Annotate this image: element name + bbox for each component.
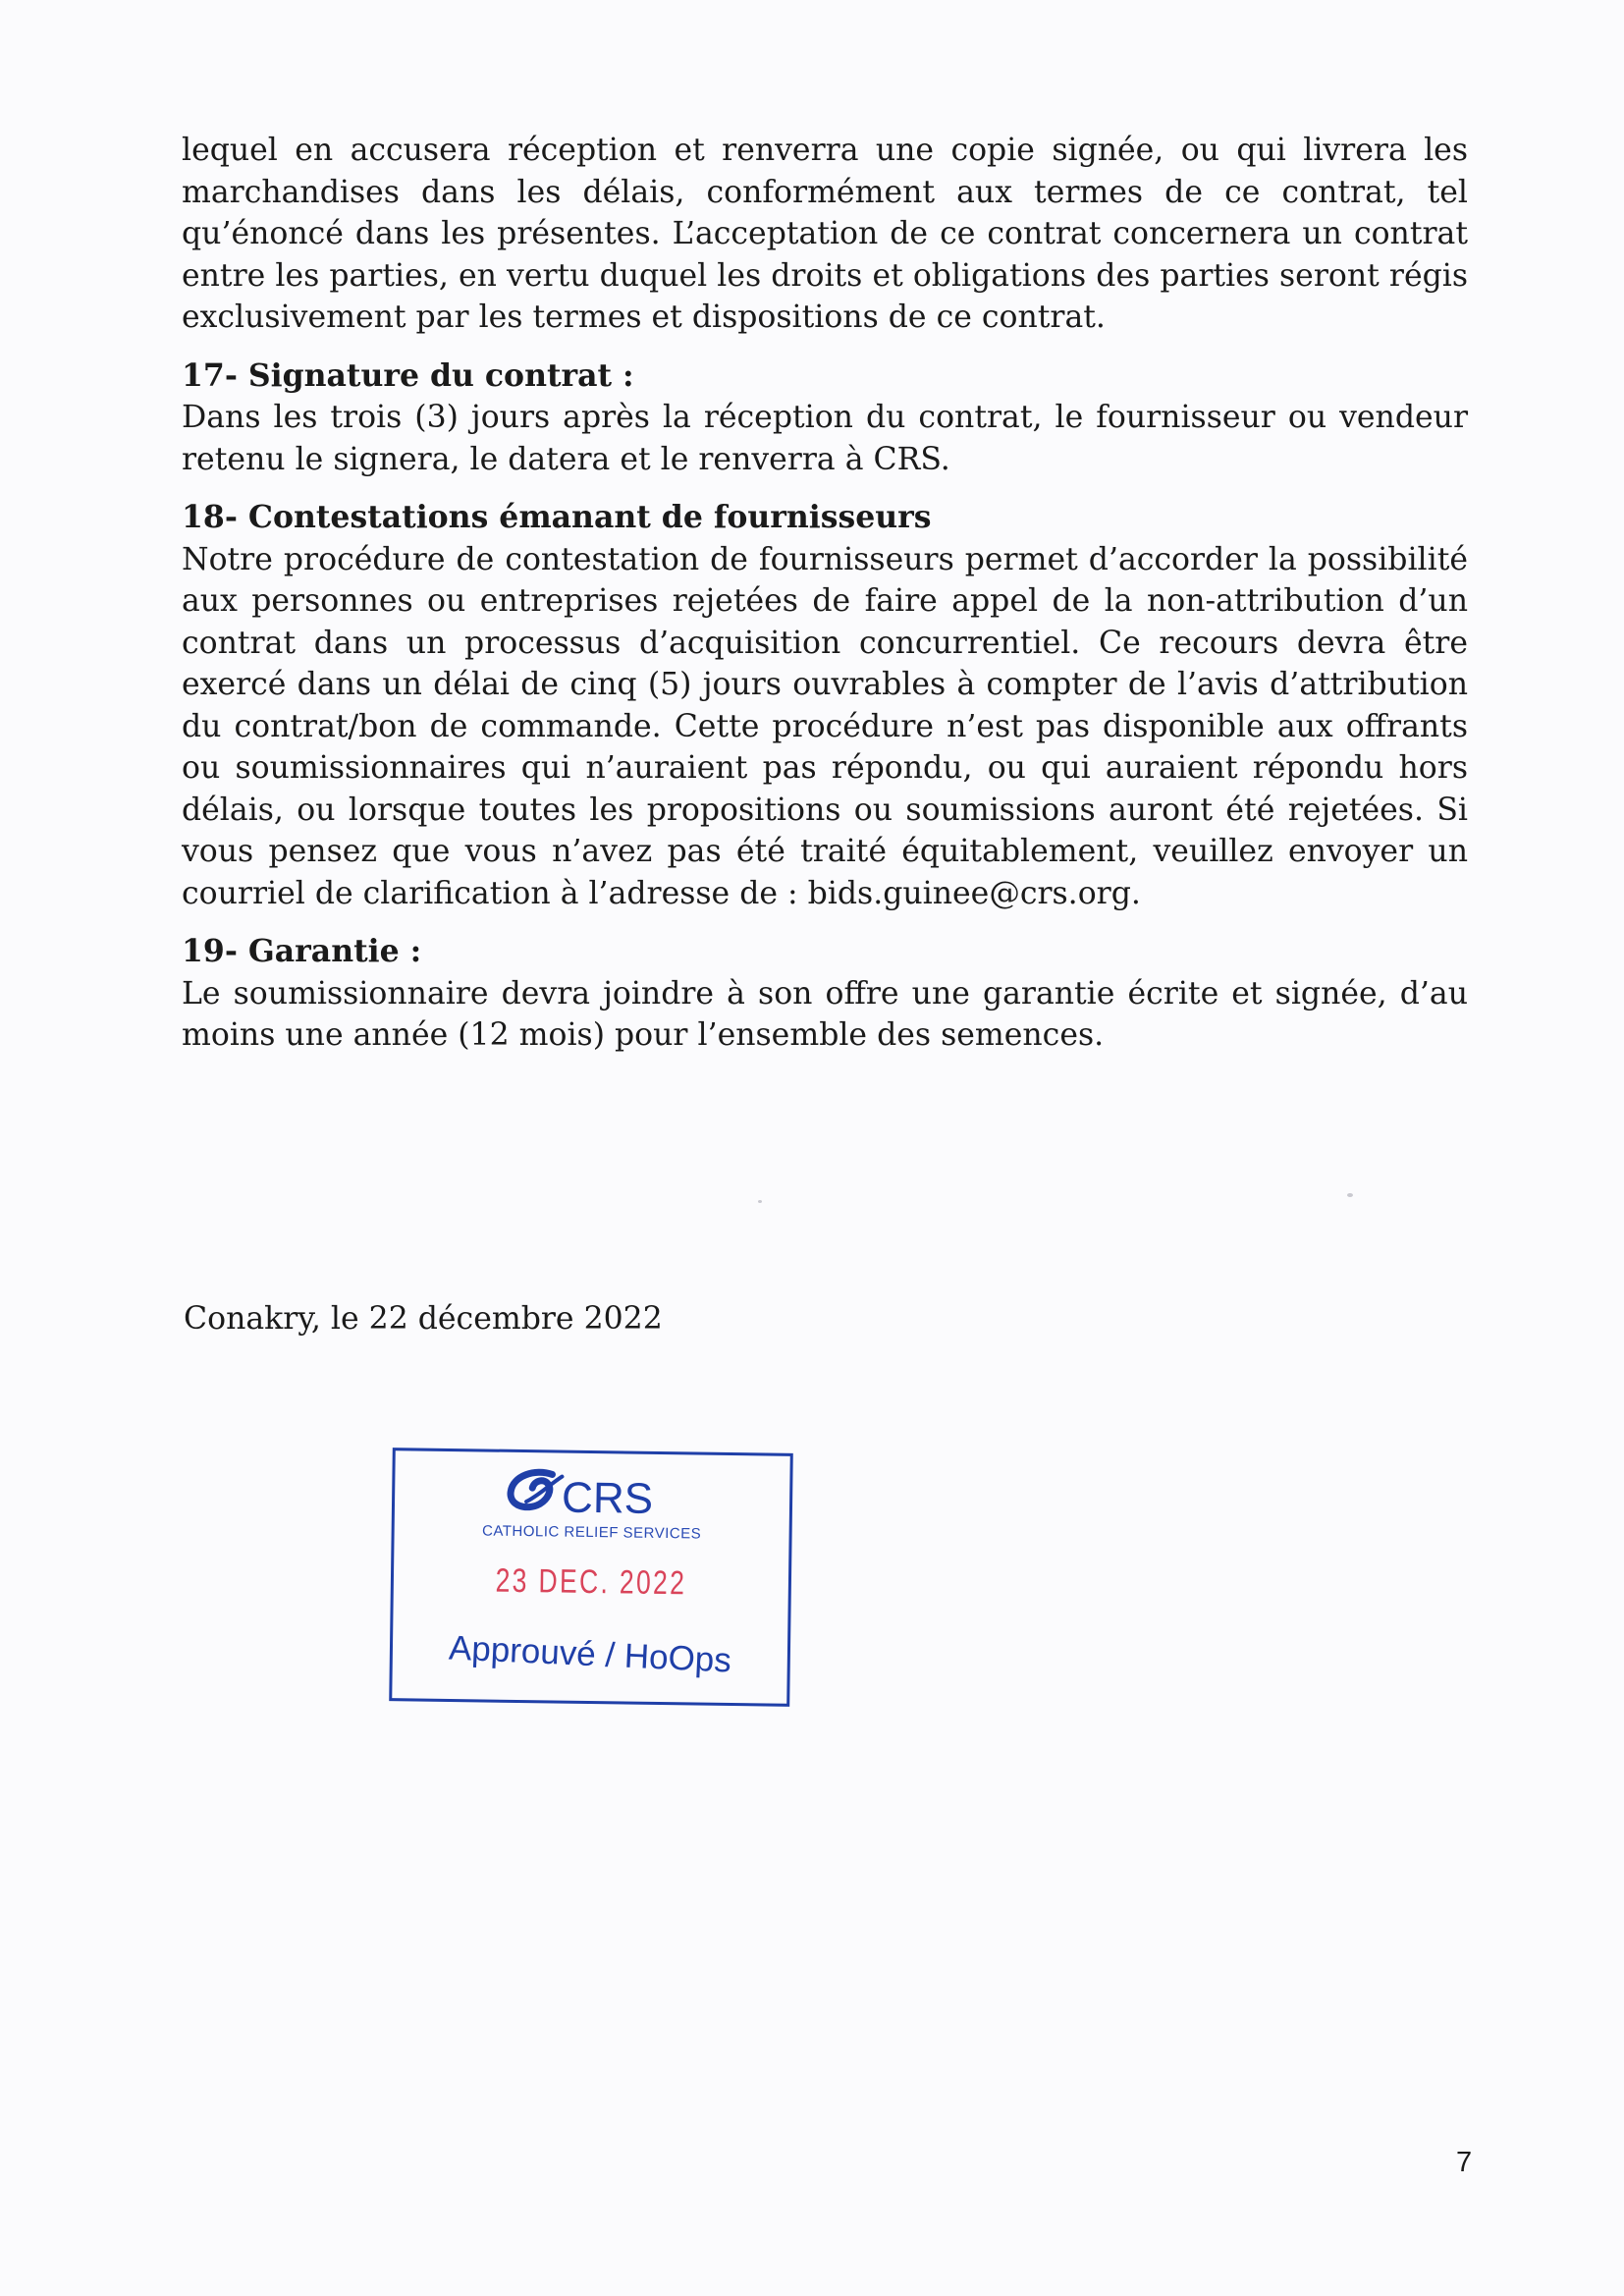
section-text-19: Le soumissionnaire devra joindre à son offre une garantie écrite et signée, d’au moins une année (12 mois) pour l’ensemble des semences.: [182, 975, 1468, 1053]
scan-speck: [758, 1200, 762, 1203]
place-date: Conakry, le 22 décembre 2022: [184, 1301, 663, 1337]
scan-speck: [1347, 1193, 1353, 1197]
approval-stamp: [389, 1448, 793, 1707]
section-text-17: Dans les trois (3) jours après la réception du contrat, le fournisseur ou vendeur retenu le signera, le datera et le renverra à CRS.: [182, 400, 1468, 477]
section-heading-19: 19- Garantie :: [182, 933, 422, 969]
intro-paragraph: lequel en accusera réception et renverra une copie signée, ou qui livrera les marchandises dans les délais, conformément aux termes de ce contrat, tel qu’énoncé dans les présentes. L’acceptation de ce contrat concernera un contrat entre les parties, en vertu duquel les droits et obligations des parties seront régis exclusivement par les termes et dispositions de ce contrat.: [182, 133, 1468, 335]
stamp-organization: CATHOLIC RELIEF SERVICES: [481, 1522, 702, 1543]
section-heading-17: 17- Signature du contrat :: [182, 356, 634, 394]
stamp-date: 23 DEC. 2022: [495, 1561, 687, 1603]
section-heading-18: 18- Contestations émanant de fournisseurs: [182, 499, 932, 535]
page-number: 7: [1456, 2147, 1473, 2178]
section-text-18: Notre procédure de contestation de fournisseurs permet d’accorder la possibilité aux personnes ou entreprises rejetées de faire appel de la non-attribution d’un contrat dans un processus d’acquisition concurrentiel. Ce recours devra être exercé dans un délai de cinq (5) jours ouvrables à compter de l’avis d’attribution du contrat/bon de commande. Cette procédure n’est pas disponible aux offrants ou soumissionnaires qui n’auraient pas répondu, ou qui auraient répondu hors délais, ou lorsque toutes les propositions ou soumissions auront été rejetées. Si vous pensez que vous n’avez pas été traité équitablement, veuillez envoyer un courriel de clarification à l’adresse de : bids.guinee@crs.org.: [182, 541, 1468, 911]
stamp-approval: Approuvé / HoOps: [448, 1628, 732, 1680]
document-body: [182, 130, 1468, 1057]
crs-logo-icon: [505, 1462, 692, 1524]
crs-logo-text: CRS: [561, 1473, 654, 1523]
